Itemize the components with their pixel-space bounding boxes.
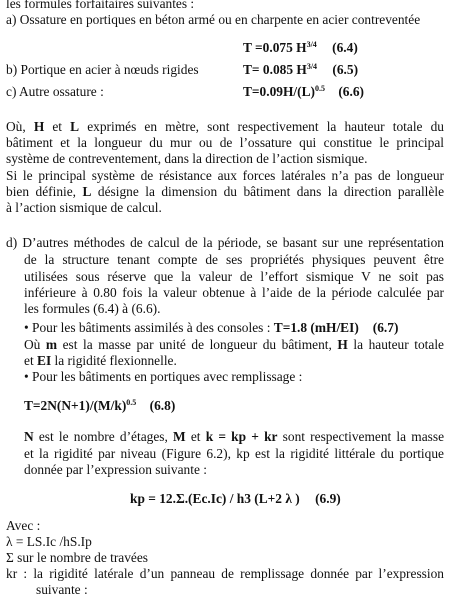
bullet-portiques: • Pour les bâtiments en portiques avec remplissage :	[24, 369, 303, 384]
formula-6-5-exponent: 3/4	[306, 62, 318, 71]
para-N-line-3: donnée par l’expression suivante :	[24, 462, 207, 477]
header-line: les formules forfaitaires suivantes :	[6, 0, 195, 11]
eq-number-6-7: (6.7)	[372, 320, 399, 335]
para-where-line-3: système de contreventement, dans la direction de l’action sismique.	[6, 151, 368, 166]
formula-6-6-exponent: 0.5	[314, 84, 325, 93]
formula-6-4	[243, 40, 358, 56]
sigma-definition: Σ sur le nombre de travées	[6, 550, 149, 565]
para-N-line-2: et la rigidité par niveau (Figure 6.2), kp est la rigidité littérale du portique	[24, 446, 444, 461]
kr-definition-line-1: kr : la rigidité latérale d’un panneau de remplissage donnée par l’expression	[6, 566, 444, 581]
eq-number-6-9: (6.9)	[315, 491, 341, 506]
section-d-line-4: inférieure à 0.80 fois la valeur obtenue à l’aide de la période calculée par	[24, 285, 444, 300]
formula-6-8-exponent: 0.5	[126, 398, 137, 407]
formula-6-7: T=1.8 (mH/EI)	[273, 320, 359, 335]
formula-6-5	[243, 62, 358, 78]
eq-number-6-8: (6.8)	[149, 398, 176, 413]
eq-number-6-6: (6.6)	[338, 84, 365, 99]
para-where-line-1: Où, H et L exprimés en mètre, sont respectivement la hauteur totale du	[6, 119, 444, 134]
eq-number-6-5: (6.5)	[332, 62, 359, 77]
formula-6-6-base: T=0.09H/(L)	[243, 84, 315, 99]
lambda-definition: λ = LS.Ic /hS.Ip	[6, 534, 92, 549]
formula-6-9-body: kp = 12.Σ.(Ec.Ic) / h3 (L+2 λ )	[130, 491, 300, 506]
section-d-line-5: les formules (6.4) à (6.6).	[24, 301, 161, 316]
kr-definition-line-2: suivante :	[36, 582, 88, 597]
formula-6-4-base: T =0.075 H	[243, 40, 307, 55]
mass-definition-line: Où m est la masse par unité de longueur du bâtiment, H la hauteur totale	[24, 337, 444, 352]
formula-6-9	[130, 491, 341, 507]
avec-title: Avec :	[6, 518, 41, 533]
formula-6-5-base: T= 0.085 H	[243, 62, 307, 77]
bullet-consoles: • Pour les bâtiments assimilés à des consoles : T=1.8 (mH/EI) (6.7)	[24, 320, 399, 335]
para-N-line-1: N est le nombre d’étages, M et k = kp + kr sont respectivement la masse	[24, 429, 445, 444]
formula-6-8	[24, 398, 175, 414]
case-b-label: b) Portique en acier à nœuds rigides	[6, 62, 199, 77]
case-c-label: c) Autre ossature :	[6, 84, 104, 99]
para-where-line-6: à l’action sismique de calcul.	[6, 200, 162, 215]
section-d-line-3: utilisées sous réserve que la valeur de l’effort sismique V ne soit pas	[24, 269, 444, 284]
para-where-line-4: Si le principal système de résistance aux forces latérales n’a pas de longueur	[6, 168, 444, 183]
formula-6-8-base: T=2N(N+1)/(M/k)	[24, 398, 127, 413]
eq-number-6-4: (6.4)	[332, 40, 358, 55]
para-where-line-2: bâtiment et la longueur du mur ou de l’ossature qui constitue le principal	[6, 135, 444, 150]
case-a-label: a) Ossature en portiques en béton armé ou en charpente en acier contreventée	[6, 12, 421, 27]
section-d-line-1: d) D’autres méthodes de calcul de la période, se basant sur une représentation	[6, 235, 444, 250]
ei-definition-line: et EI la rigidité flexionnelle.	[24, 353, 177, 368]
para-where-line-5: bien définie, L désigne la dimension du bâtiment dans la direction parallèle	[6, 184, 445, 199]
formula-6-4-exponent: 3/4	[306, 40, 317, 49]
formula-6-6	[243, 84, 364, 100]
section-d-line-2: de la structure tenant compte de ses propriétés physiques peuvent être	[24, 252, 444, 267]
